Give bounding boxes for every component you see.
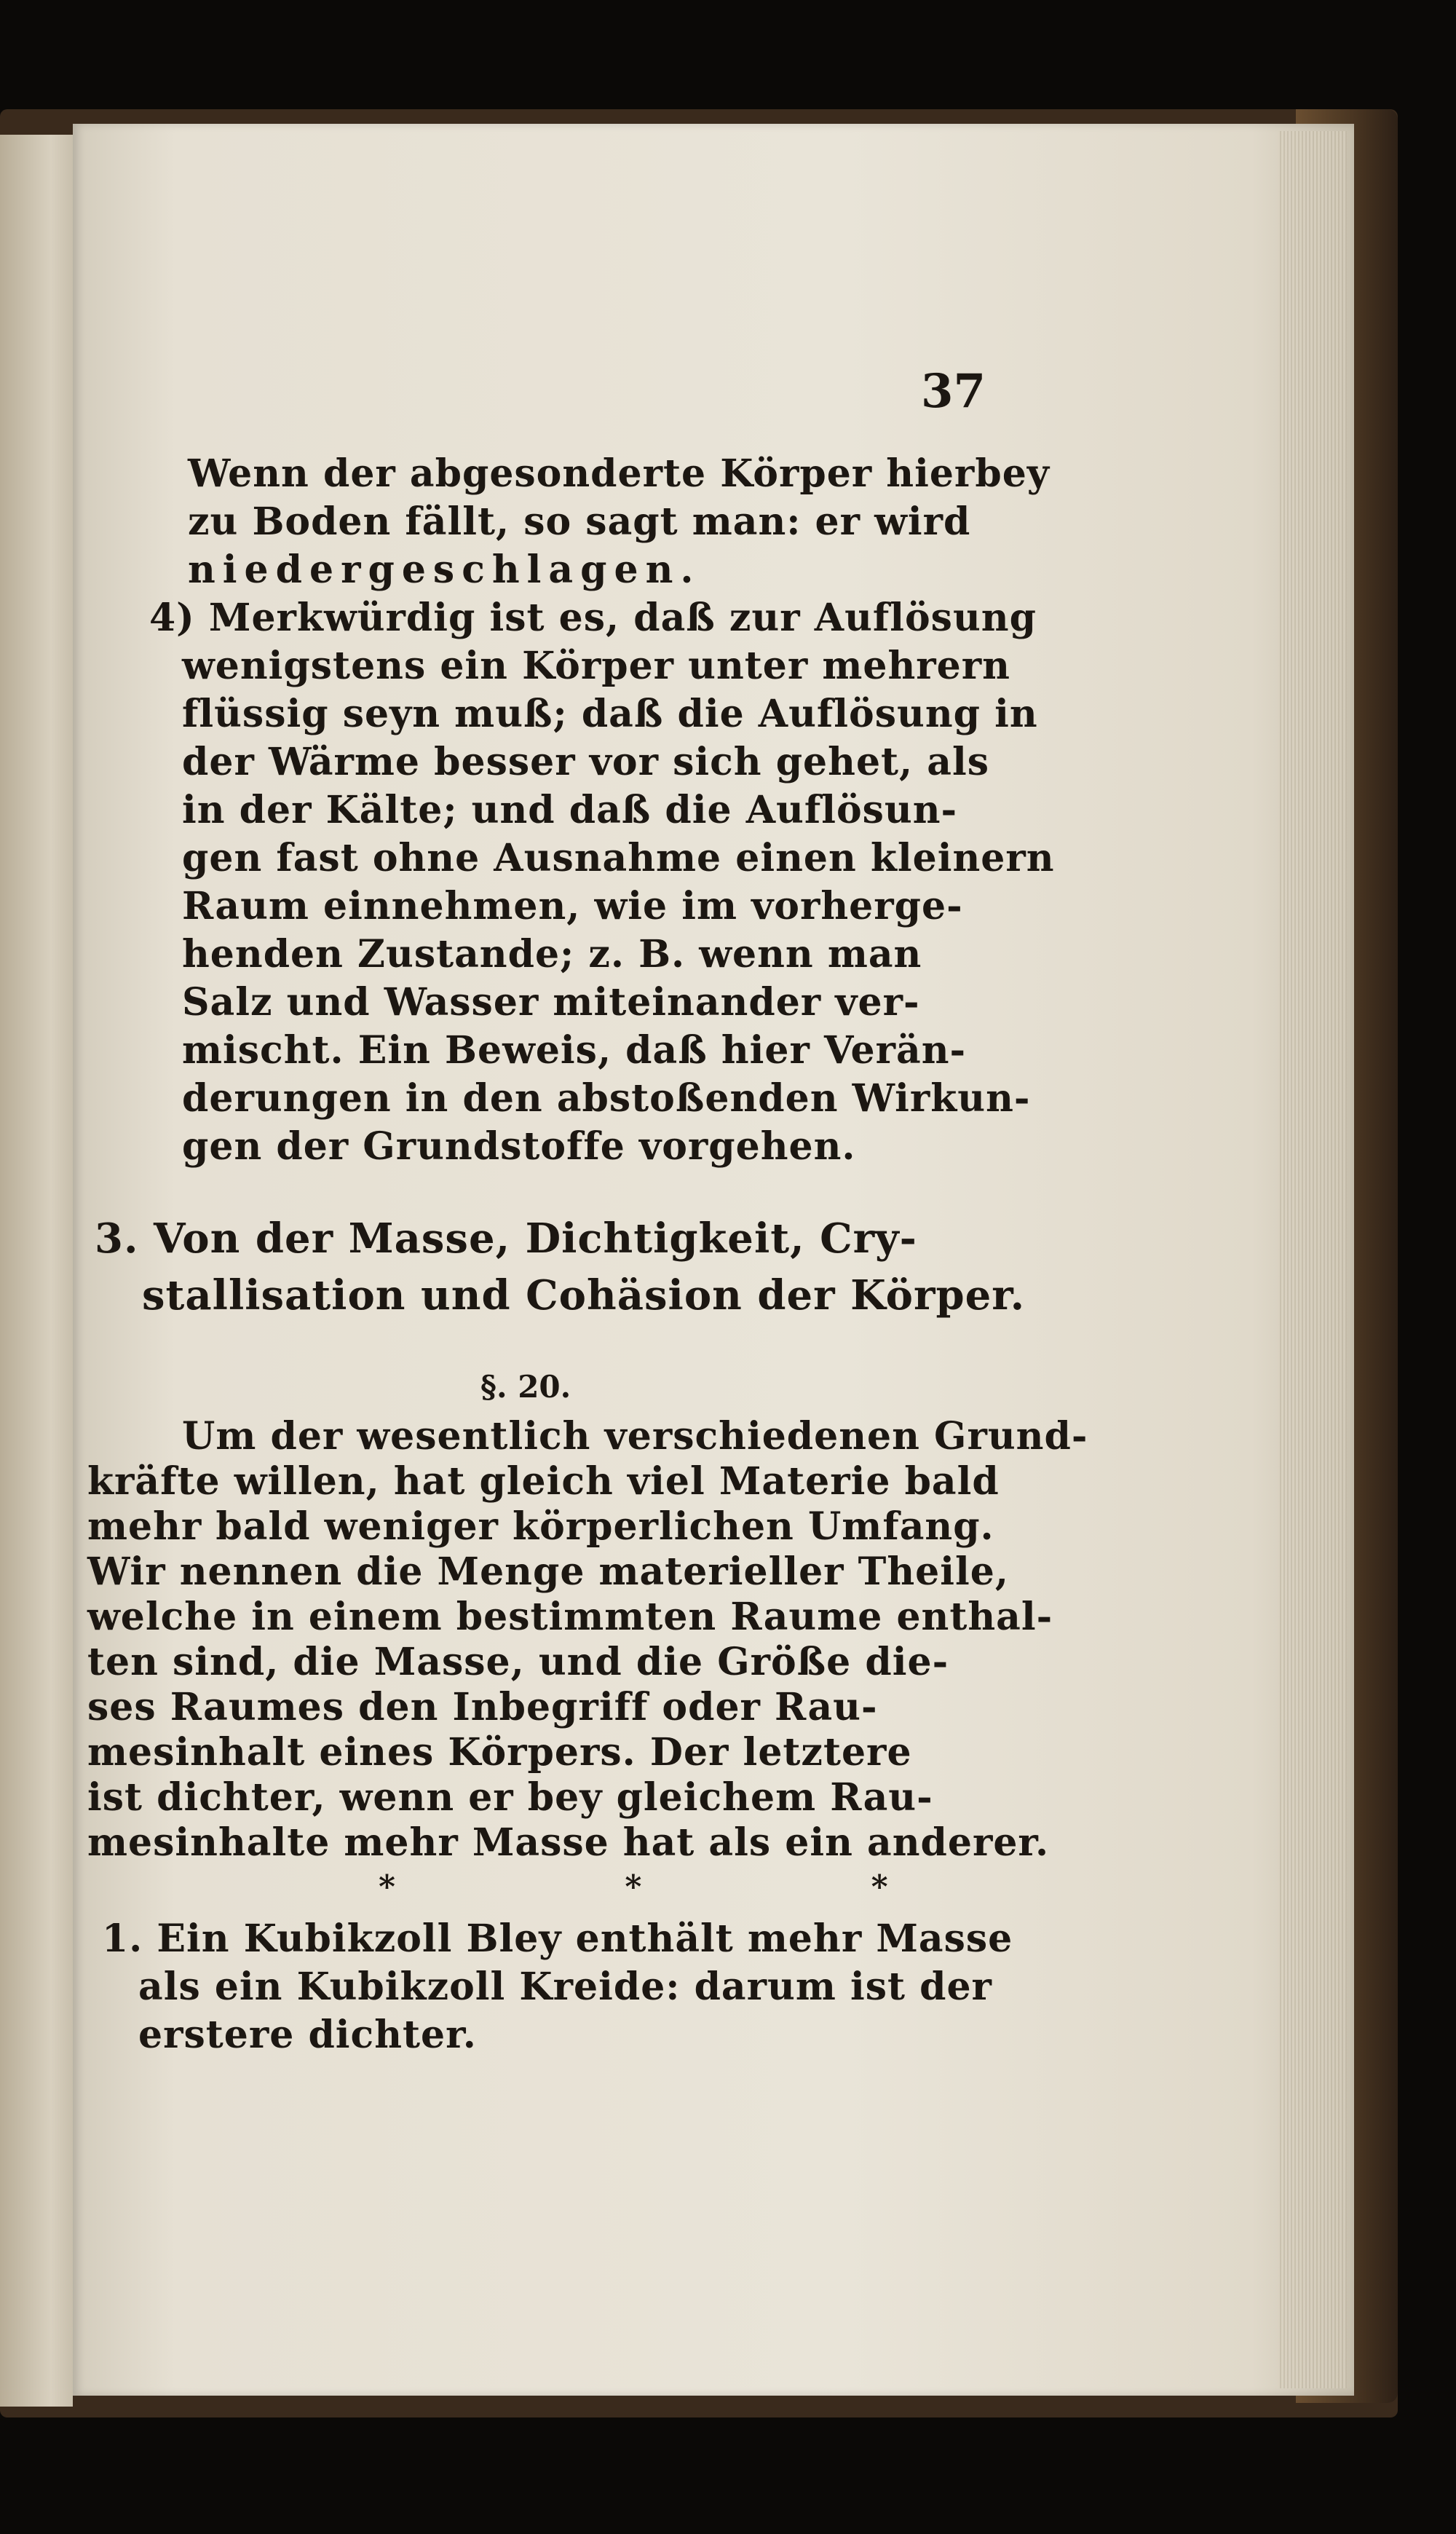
text-line: gen fast ohne Ausnahme einen kleinern bbox=[182, 836, 1055, 880]
asterisk-divider: * * * bbox=[379, 1868, 997, 1906]
text-line: gen der Grundstoffe vorgehen. bbox=[182, 1124, 856, 1169]
text-line: niedergeschlagen. bbox=[188, 548, 701, 592]
text-line: 4) Merkwürdig ist es, daß zur Auflösung bbox=[149, 596, 1037, 640]
text-line: wenigstens ein Körper unter mehrern bbox=[182, 644, 1010, 688]
text-line: mesinhalt eines Körpers. Der letztere bbox=[87, 1730, 912, 1775]
section-heading-line: stallisation und Cohäsion der Körper. bbox=[142, 1271, 1026, 1319]
text-line: der Wärme besser vor sich gehet, als bbox=[182, 740, 989, 784]
left-page-strip bbox=[0, 135, 73, 2407]
text-line: Um der wesentlich verschiedenen Grund- bbox=[182, 1414, 1088, 1459]
paragraph-mark: §. 20. bbox=[480, 1369, 571, 1405]
text-line: derungen in den abstoßenden Wirkun- bbox=[182, 1076, 1031, 1121]
text-line: ses Raumes den Inbegriff oder Rau- bbox=[87, 1685, 878, 1729]
text-line: kräfte willen, hat gleich viel Materie bald bbox=[87, 1459, 1000, 1504]
text-line: flüssig seyn muß; daß die Auflösung in bbox=[182, 692, 1038, 736]
text-line: Salz und Wasser miteinander ver- bbox=[182, 980, 920, 1025]
text-line: zu Boden fällt, so sagt man: er wird bbox=[188, 500, 971, 544]
text-line: Raum einnehmen, wie im vorherge- bbox=[182, 884, 963, 928]
text-line: ten sind, die Masse, und die Größe die- bbox=[87, 1640, 949, 1684]
text-line: erstere dichter. bbox=[138, 2013, 477, 2057]
text-line: mischt. Ein Beweis, daß hier Verän- bbox=[182, 1028, 967, 1073]
page-number: 37 bbox=[921, 364, 986, 419]
text-line: in der Kälte; und daß die Auflösun- bbox=[182, 788, 958, 832]
section-heading-line: 3. Von der Masse, Dichtigkeit, Cry- bbox=[95, 1215, 917, 1263]
text-line: als ein Kubikzoll Kreide: darum ist der bbox=[138, 1965, 992, 2009]
text-line: ist dichter, wenn er bey gleichem Rau- bbox=[87, 1775, 933, 1820]
text-line: mesinhalte mehr Masse hat als ein anderer. bbox=[87, 1820, 1050, 1865]
text-line: henden Zustande; z. B. wenn man bbox=[182, 932, 922, 976]
text-line: Wenn der abgesonderte Körper hierbey bbox=[188, 451, 1050, 496]
text-line: welche in einem bestimmten Raume enthal- bbox=[87, 1595, 1053, 1639]
text-line: 1. Ein Kubikzoll Bley enthält mehr Masse bbox=[102, 1917, 1013, 1961]
text-line: Wir nennen die Menge materieller Theile, bbox=[87, 1550, 1009, 1594]
text-line: mehr bald weniger körperlichen Umfang. bbox=[87, 1504, 994, 1549]
page-edges bbox=[1278, 131, 1347, 2388]
